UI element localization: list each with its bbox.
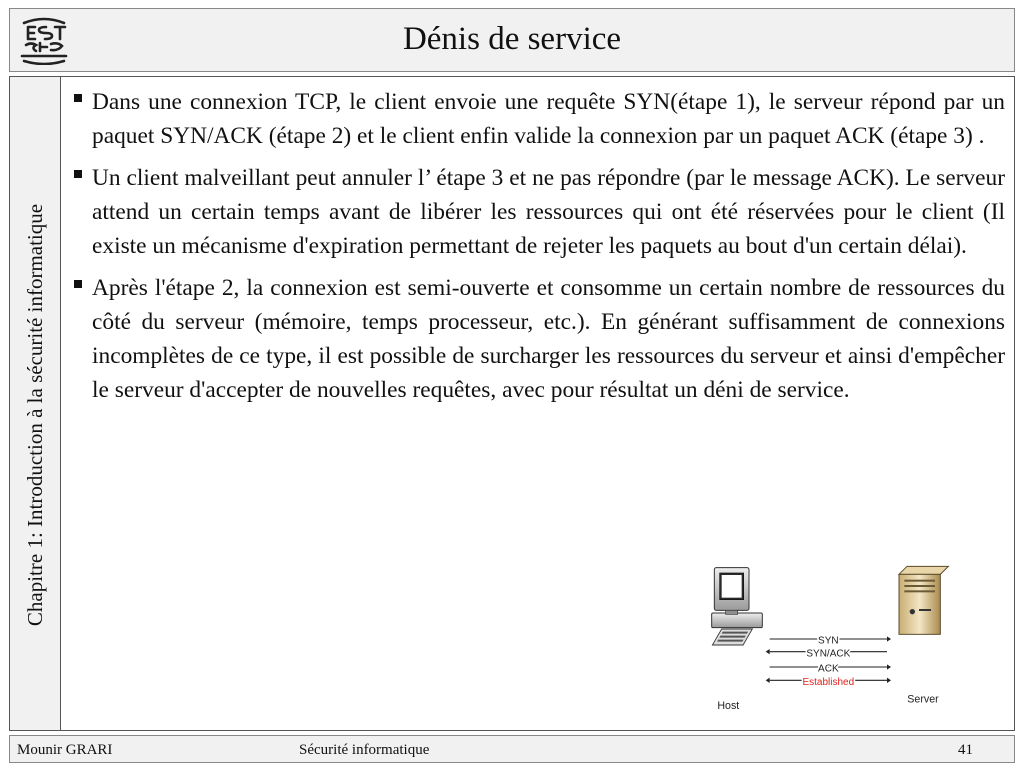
bullet-icon (74, 170, 82, 178)
bullet-text: Après l'étape 2, la connexion est semi-ouverte et consomme un certain nombre de ressources du côté du serveur (mémoire, temps processeur, etc.). En générant suffisamment de connexions incomplètes de ce type, il est possible de surcharger les ressources du serveur et ainsi d'empêcher le serveur d'accepter de nouvelles requêtes, avec pour résultat un déni de service. (92, 275, 1005, 403)
list-item (74, 271, 1005, 407)
chapter-label: Chapitre 1: Introduction à la sécurité informatique (23, 203, 47, 627)
slide-title: Dénis de service (402, 21, 622, 57)
message-established: Established (802, 677, 855, 688)
host-label: Host (717, 700, 740, 712)
slide-body (9, 76, 1015, 731)
chapter-sidebar (10, 77, 61, 730)
host-computer-icon (712, 568, 763, 645)
bullet-text: Un client malveillant peut annuler l’ étape 3 et ne pas répondre (par le message ACK). Le serveur attend un certain temps avant de libérer les ressources qui ont été réservées pour le client (Il existe un mécanisme d'expiration permettant de rejeter les paquets au bout d'un certain délai). (92, 165, 1005, 259)
message-syn-ack: SYN/ACK (806, 648, 851, 660)
slide-footer (9, 735, 1015, 763)
list-item (74, 85, 1005, 153)
slide-header (9, 8, 1015, 72)
tcp-handshake-diagram (622, 565, 1012, 715)
bullet-icon (74, 94, 82, 102)
server-label: Server (907, 693, 939, 706)
page-number: 41 (958, 742, 973, 758)
bullet-list (74, 85, 1005, 415)
message-ack: ACK (818, 663, 839, 675)
message-syn: SYN (818, 635, 839, 647)
bullet-icon (74, 280, 82, 288)
footer-author: Mounir GRARI (17, 742, 113, 758)
bullet-text: Dans une connexion TCP, le client envoie une requête SYN(étape 1), le serveur répond par un paquet SYN/ACK (étape 2) et le client enfin valide la connexion par un paquet ACK (étape 3) . (92, 89, 1005, 149)
list-item (74, 161, 1005, 263)
server-icon (899, 566, 948, 634)
footer-course: Sécurité informatique (299, 742, 430, 758)
